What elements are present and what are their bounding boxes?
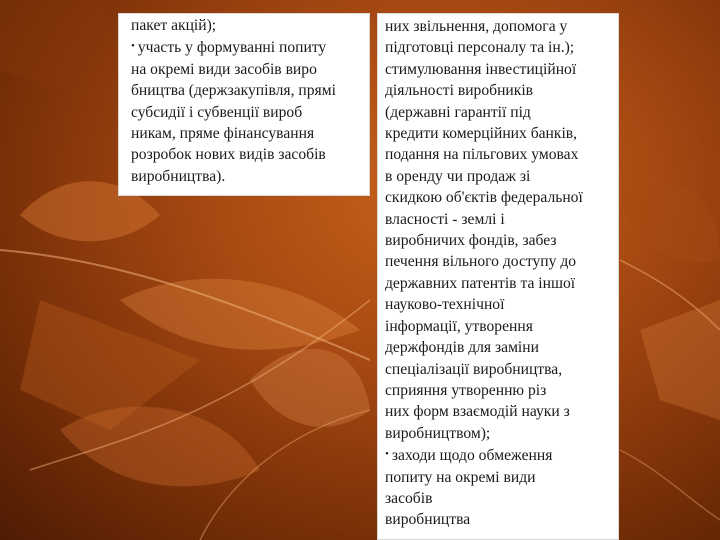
text-line: розробок нових видів засобів bbox=[131, 146, 326, 164]
leaf-shape bbox=[60, 407, 260, 487]
right-text-box bbox=[377, 13, 619, 540]
text-line: інформації, утворення bbox=[385, 317, 533, 335]
leaf-shape bbox=[0, 0, 110, 90]
text-line: них форм взаємодій науки з bbox=[385, 403, 570, 421]
text-line: діяльності виробників bbox=[385, 82, 534, 100]
text-line: них звільнення, допомога у bbox=[385, 18, 568, 35]
bullet-line: • заходи щодо обмеження bbox=[385, 447, 553, 465]
text-line: виробничих фондів, забез bbox=[385, 232, 557, 250]
text-line: в оренду чи продаж зі bbox=[385, 167, 531, 185]
text-line: сприяння утворенню різ bbox=[385, 381, 547, 399]
text-line: субсидії і субвенції вироб bbox=[131, 103, 303, 121]
stem-line bbox=[620, 450, 720, 520]
text-line: виробництва). bbox=[131, 167, 226, 185]
text-line: науково-технічної bbox=[385, 296, 505, 314]
text-line: державних патентів та іншої bbox=[385, 274, 576, 292]
text-line: підготовці персоналу та ін.); bbox=[385, 39, 575, 57]
text-line: кредити комерційних банків, bbox=[385, 125, 578, 143]
text-line: засобів bbox=[385, 489, 433, 507]
text-line: никам, пряме фінансування bbox=[131, 125, 315, 143]
text-line: стимулювання інвестиційної bbox=[385, 60, 577, 78]
text-line: пакет акцій); bbox=[131, 17, 217, 34]
text-line: на окремі види засобів виро bbox=[131, 60, 317, 78]
text-line: бництва (держзакупівля, прямі bbox=[131, 82, 336, 100]
bullet-line: • участь у формуванні попиту bbox=[131, 39, 327, 57]
leaf-shape bbox=[620, 184, 720, 263]
text-line: (державні гарантії під bbox=[385, 103, 531, 121]
text-line: скидкою об'єктів федеральної bbox=[385, 189, 583, 207]
text-line: виробництва bbox=[385, 511, 471, 529]
text-line: печення вільного доступу до bbox=[385, 253, 577, 271]
left-text-box bbox=[118, 13, 370, 196]
text-line: власності - землі і bbox=[385, 210, 505, 228]
text-line: подання на пільгових умовах bbox=[385, 146, 579, 164]
text-line: виробництвом); bbox=[385, 424, 491, 442]
bullet-icon: • bbox=[131, 40, 135, 53]
text-line: попиту на окремі види bbox=[385, 468, 536, 486]
text-line: держфондів для заміни bbox=[385, 339, 539, 357]
bullet-icon: • bbox=[385, 448, 389, 461]
text-line: спеціалізації виробництва, bbox=[385, 360, 563, 378]
leaf-shape bbox=[120, 279, 360, 350]
